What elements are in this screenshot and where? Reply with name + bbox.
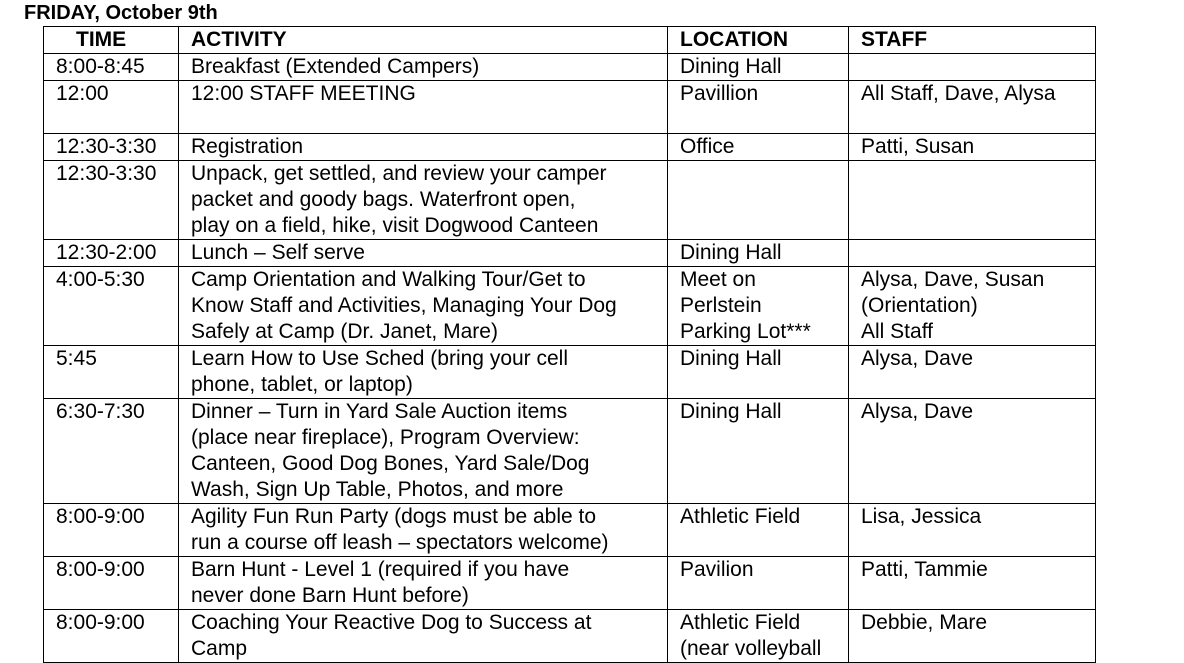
cell-time: 8:00-9:00: [44, 504, 179, 557]
schedule-table: [43, 26, 1096, 663]
cell-time: 8:00-9:00: [44, 610, 179, 663]
cell-activity: Learn How to Use Sched (bring your cell phone, tablet, or laptop): [179, 346, 668, 399]
header-time: TIME: [44, 27, 179, 54]
cell-activity: Breakfast (Extended Campers): [179, 54, 668, 81]
cell-activity: Camp Orientation and Walking Tour/Get to Know Staff and Activities, Managing Your Dog Safely at Camp (Dr. Janet, Mare): [179, 267, 668, 346]
cell-location: Dining Hall: [668, 399, 849, 504]
cell-activity: Dinner – Turn in Yard Sale Auction items (place near fireplace), Program Overview: Canteen, Good Dog Bones, Yard Sale/Dog Wash, Sign Up Table, Photos, and more: [179, 399, 668, 504]
header-activity: ACTIVITY: [179, 27, 668, 54]
cell-time: 12:30-3:30: [44, 134, 179, 161]
table-row: [44, 610, 1096, 663]
cell-time: 4:00-5:30: [44, 267, 179, 346]
cell-staff: [849, 161, 1096, 240]
cell-time: 12:00: [44, 81, 179, 134]
cell-staff: Patti, Susan: [849, 134, 1096, 161]
cell-location: Athletic Field (near volleyball: [668, 610, 849, 663]
cell-location: Athletic Field: [668, 504, 849, 557]
cell-location: Pavillion: [668, 81, 849, 134]
cell-staff: Lisa, Jessica: [849, 504, 1096, 557]
table-row: [44, 134, 1096, 161]
cell-staff: [849, 240, 1096, 267]
cell-location: Dining Hall: [668, 240, 849, 267]
table-row: [44, 504, 1096, 557]
cell-activity: Lunch – Self serve: [179, 240, 668, 267]
table-row: [44, 54, 1096, 81]
cell-staff: Patti, Tammie: [849, 557, 1096, 610]
cell-staff: Alysa, Dave: [849, 346, 1096, 399]
cell-time: 12:30-3:30: [44, 161, 179, 240]
table-row: [44, 346, 1096, 399]
table-row: [44, 399, 1096, 504]
cell-staff: Debbie, Mare: [849, 610, 1096, 663]
cell-activity: Barn Hunt - Level 1 (required if you have never done Barn Hunt before): [179, 557, 668, 610]
cell-location: Dining Hall: [668, 346, 849, 399]
cell-activity: 12:00 STAFF MEETING: [179, 81, 668, 134]
table-row: [44, 267, 1096, 346]
cell-staff: Alysa, Dave: [849, 399, 1096, 504]
table-row: [44, 240, 1096, 267]
cell-time: 6:30-7:30: [44, 399, 179, 504]
cell-location: Meet on Perlstein Parking Lot***: [668, 267, 849, 346]
cell-activity: Registration: [179, 134, 668, 161]
table-row: [44, 81, 1096, 134]
table-row: [44, 557, 1096, 610]
cell-time: 5:45: [44, 346, 179, 399]
table-row: [44, 161, 1096, 240]
cell-location: Dining Hall: [668, 54, 849, 81]
cell-location: [668, 161, 849, 240]
cell-staff: Alysa, Dave, Susan (Orientation) All Staff: [849, 267, 1096, 346]
cell-location: Office: [668, 134, 849, 161]
cell-activity: Coaching Your Reactive Dog to Success at Camp: [179, 610, 668, 663]
cell-time: 8:00-8:45: [44, 54, 179, 81]
cell-location: Pavilion: [668, 557, 849, 610]
cell-time: 12:30-2:00: [44, 240, 179, 267]
cell-time: 8:00-9:00: [44, 557, 179, 610]
cell-activity: Agility Fun Run Party (dogs must be able to run a course off leash – spectators welcome): [179, 504, 668, 557]
header-staff: STAFF: [849, 27, 1096, 54]
cell-activity: Unpack, get settled, and review your camper packet and goody bags. Waterfront open, play on a field, hike, visit Dogwood Canteen: [179, 161, 668, 240]
page-title: FRIDAY, October 9th: [24, 2, 218, 24]
header-location: LOCATION: [668, 27, 849, 54]
cell-staff: [849, 54, 1096, 81]
table-header-row: [44, 27, 1096, 54]
cell-staff: All Staff, Dave, Alysa: [849, 81, 1096, 134]
